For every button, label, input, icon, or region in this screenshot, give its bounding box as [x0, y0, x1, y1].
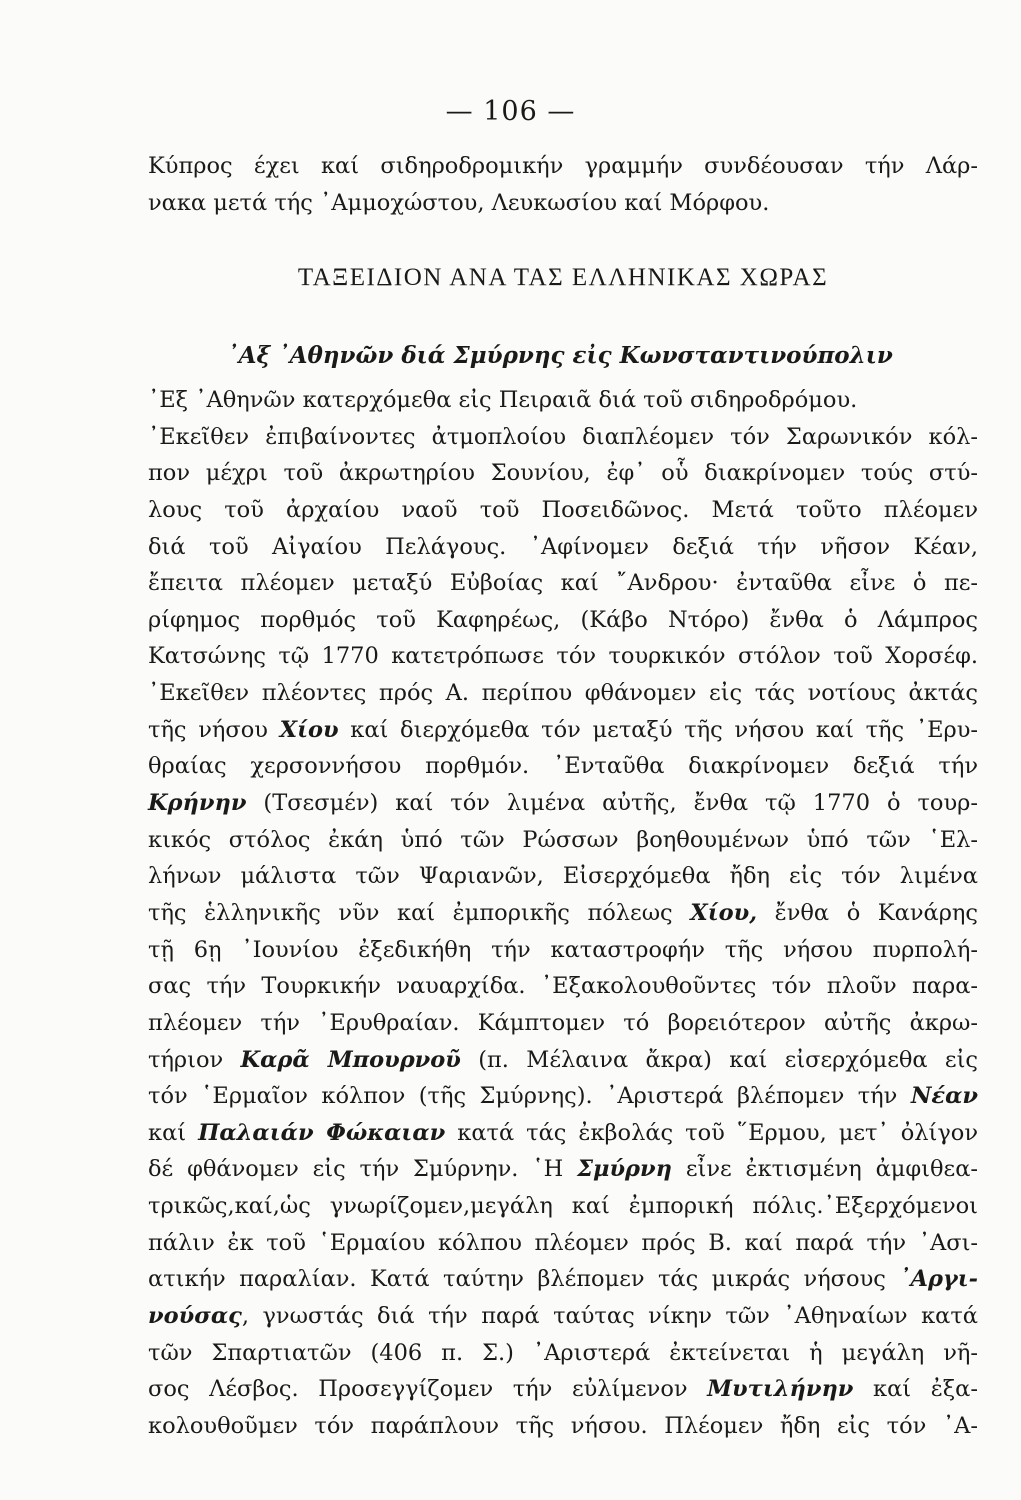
- text-segment: (π. Μέλαινα ἄκρα) καί εἰσερχόμεθα εἰς: [460, 1046, 979, 1073]
- text-line: [148, 1005, 978, 1042]
- text-segment: λους τοῦ ἀρχαίου ναοῦ τοῦ Ποσειδῶνος. Μετά τοῦτο πλέομεν: [148, 496, 978, 523]
- text-segment: θραίας χερσοννήσου πορθμόν. ᾽Ενταῦθα διακρίνομεν δεξιά τήν: [148, 753, 978, 780]
- text-line: [148, 1298, 978, 1335]
- text-segment: καί: [148, 1119, 199, 1146]
- text-segment: εἶνε ἐκτισμένη ἀμφιθεα-: [671, 1156, 978, 1183]
- text-segment: σος Λέσβος. Προσεγγίζομεν τήν εὐλίμενον: [148, 1376, 708, 1403]
- text-line: [148, 1371, 978, 1408]
- text-line: [148, 712, 978, 749]
- text-segment: διά τοῦ Αἰγαίου Πελάγους. ᾽Αφίνομεν δεξιά τήν νῆσον Κέαν,: [148, 533, 978, 560]
- text-line: Κύπρος έχει καί σιδηροδρομικήν γραμμήν συνδέουσαν τήν Λάρ-: [148, 153, 978, 179]
- text-line: [148, 895, 978, 932]
- emphasized-place-name: Καρᾶ Μπουρνοῦ: [240, 1046, 461, 1073]
- text-line: [148, 1188, 978, 1225]
- route-subheading: ᾽Αξ ᾽Αθηνῶν διά Σμύρνης εἰς Κωνσταντινούπολιν: [227, 342, 893, 369]
- text-line: [148, 382, 978, 419]
- emphasized-place-name: Σμύρνη: [577, 1156, 672, 1183]
- text-segment: ᾽Εξ ᾽Αθηνῶν κατερχόμεθα εἰς Πειραιᾶ διά τοῦ σιδηροδρόμου.: [148, 387, 858, 413]
- text-line: [148, 529, 978, 566]
- text-segment: τῆς νήσου: [148, 716, 280, 743]
- text-segment: κολουθοῦμεν τόν παράπλουν τῆς νήσου. Πλέομεν ἤδη εἰς τόν ᾽Α-: [148, 1412, 978, 1439]
- text-segment: πάλιν ἐκ τοῦ ῾Ερμαίου κόλπου πλέομεν πρός Β. καί παρά τήν ᾽Ασι-: [148, 1229, 978, 1256]
- text-segment: τρικῶς,καί,ὡς γνωρίζομεν,μεγάλη καί ἐμπορική πόλις.᾽Εξερχόμενοι: [148, 1193, 978, 1220]
- text-segment: πον μέχρι τοῦ ἀκρωτηρίου Σουνίου, ἐφ᾽ οὗ διακρίνομεν τούς στύ-: [148, 460, 978, 487]
- emphasized-place-name: νούσας: [148, 1303, 242, 1330]
- emphasized-place-name: Νέαν: [910, 1083, 978, 1110]
- text-segment: κικός στόλος ἐκάη ὑπό τῶν Ρώσσων βοηθουμένων ὑπό τῶν ῾Ελ-: [148, 826, 978, 853]
- body-paragraph: [148, 382, 978, 1445]
- text-line: [148, 1225, 978, 1262]
- text-segment: πλέομεν τήν ᾽Ερυθραίαν. Κάμπτομεν τό βορειότερον αὐτῆς ἀκρω-: [148, 1009, 978, 1036]
- section-heading: ΤΑΞΕΙΔΙΟΝ ΑΝΑ ΤΑΣ ΕΛΛΗΝΙΚΑΣ ΧΩΡΑΣ: [297, 264, 829, 291]
- emphasized-place-name: Μυτιλήνην: [707, 1376, 854, 1403]
- text-line: [148, 638, 978, 675]
- text-line: [148, 602, 978, 639]
- text-segment: ᾽Εκεῖθεν πλέοντες πρός Α. περίπου φθάνομεν εἰς τάς νοτίους ἀκτάς: [148, 680, 978, 707]
- text-line: [148, 968, 978, 1005]
- text-segment: καί ἐξα-: [853, 1376, 978, 1403]
- text-segment: τῇ 6ῃ ᾽Ιουνίου ἐξεδικήθη τήν καταστροφήν τῆς νήσου πυρπολή-: [148, 936, 978, 963]
- text-segment: ατικήν παραλίαν. Κατά ταύτην βλέπομεν τάς μικράς νήσους: [148, 1266, 900, 1293]
- text-line: [148, 1115, 978, 1152]
- text-segment: Κατσώνης τῷ 1770 κατετρόπωσε τόν τουρκικόν στόλον τοῦ Χορσέφ.: [148, 643, 978, 670]
- text-segment: ᾽Εκεῖθεν ἐπιβαίνοντες ἀτμοπλοίου διαπλέομεν τόν Σαρωνικόν κόλ-: [148, 423, 978, 450]
- text-line: [148, 822, 978, 859]
- text-line: [148, 1408, 978, 1445]
- text-line: [148, 1078, 978, 1115]
- emphasized-place-name: ᾽Αργι-: [899, 1266, 978, 1293]
- text-segment: τόν ῾Ερμαῖον κόλπον (τῆς Σμύρνης). ᾽Αριστερά βλέπομεν τήν: [148, 1083, 911, 1110]
- text-line: [148, 675, 978, 712]
- text-segment: λήνων μάλιστα τῶν Ψαριανῶν, Εἰσερχόμεθα ἤδη εἰς τόν λιμένα: [148, 863, 978, 890]
- page-number: — 106 —: [445, 96, 576, 127]
- text-line: [148, 1335, 978, 1372]
- emphasized-place-name: Χίου: [279, 716, 339, 743]
- text-segment: σας τήν Τουρκικήν ναυαρχίδα. ᾽Εξακολουθοῦντες τόν πλοῦν παρα-: [148, 973, 978, 1000]
- text-line: [148, 419, 978, 456]
- emphasized-place-name: Χίου,: [690, 899, 758, 926]
- text-segment: , γνωστάς διά τήν παρά ταύτας νίκην τῶν ᾽Αθηναίων κατά: [241, 1303, 978, 1330]
- text-segment: τήριον: [148, 1046, 241, 1073]
- text-line: [148, 565, 978, 602]
- text-line: [148, 1151, 978, 1188]
- text-segment: (Τσεσμέν) καί τόν λιμένα αὐτῆς, ἔνθα τῷ 1770 ὁ τουρ-: [246, 790, 978, 817]
- text-segment: ἔνθα ὁ Κανάρης: [757, 899, 978, 926]
- text-line: νακα μετά τής ᾽Αμμοχώστου, Λευκωσίου καί Μόρφου.: [148, 189, 770, 216]
- text-line: [148, 1042, 978, 1079]
- text-segment: τῆς ἑλληνικῆς νῦν καί ἐμπορικῆς πόλεως: [148, 899, 691, 926]
- text-line: [148, 492, 978, 529]
- text-segment: ρίφημος πορθμός τοῦ Καφηρέως, (Κάβο Ντόρο) ἔνθα ὁ Λάμπρος: [148, 606, 978, 633]
- text-line: [148, 748, 978, 785]
- text-line: [148, 1261, 978, 1298]
- text-line: [148, 932, 978, 969]
- emphasized-place-name: Κρήνην: [148, 790, 247, 817]
- emphasized-place-name: Παλαιάν Φώκαιαν: [198, 1119, 446, 1146]
- text-segment: ἔπειτα πλέομεν μεταξύ Εὐβοίας καί ῎Ανδρου· ἐνταῦθα εἶνε ὁ πε-: [148, 570, 978, 597]
- text-segment: δέ φθάνομεν εἰς τήν Σμύρνην. ῾Η: [148, 1156, 578, 1183]
- text-segment: τῶν Σπαρτιατῶν (406 π. Σ.) ᾽Αριστερά ἐκτείνεται ἡ μεγάλη νῆ-: [148, 1339, 978, 1366]
- text-line: [148, 785, 978, 822]
- text-line: [148, 455, 978, 492]
- text-line: [148, 858, 978, 895]
- text-segment: κατά τάς ἐκβολάς τοῦ ῞Ερμου, μετ᾽ ὀλίγον: [445, 1119, 978, 1146]
- intro-paragraph: [148, 148, 978, 221]
- text-segment: καί διερχόμεθα τόν μεταξύ τῆς νήσου καί τῆς ᾽Ερυ-: [338, 716, 979, 743]
